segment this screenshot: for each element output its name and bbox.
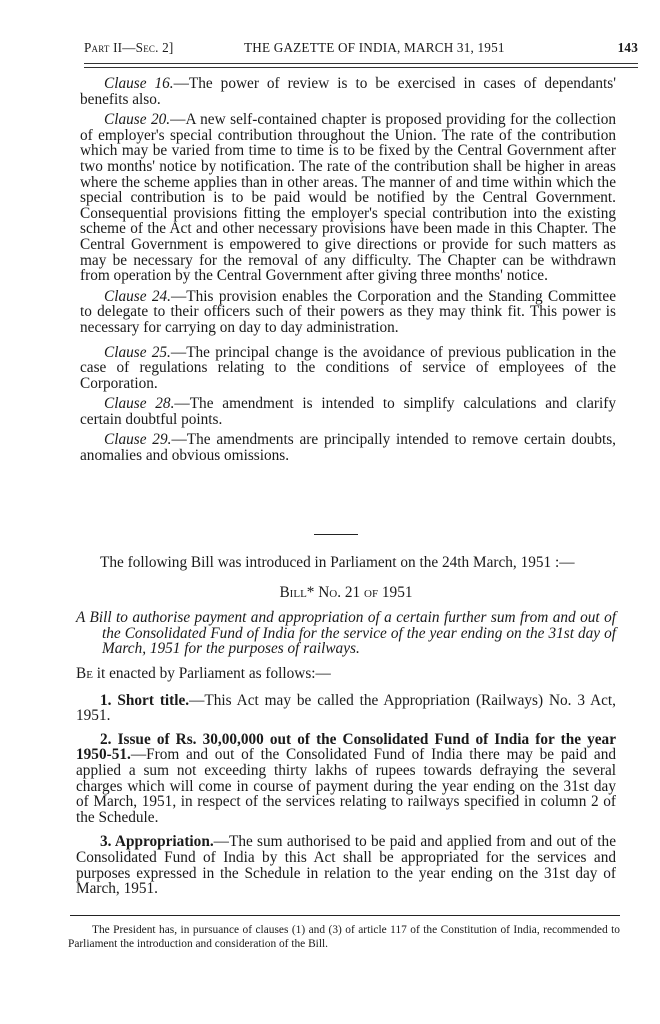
header-title: THE GAZETTE OF INDIA, MARCH 31, 1951 bbox=[244, 40, 505, 55]
footnote-rule bbox=[70, 915, 620, 916]
clause-label: Clause 24. bbox=[104, 287, 171, 305]
clause-label: Clause 16. bbox=[104, 75, 174, 92]
clause-label: Clause 20. bbox=[104, 111, 171, 129]
clause-24 bbox=[80, 289, 616, 336]
section-heading: 3. Appropriation. bbox=[100, 833, 214, 851]
clause-text: —This provision enables the Corporation and the Standing Committee to delegate to their officers such of their powers as they may think fit. This power is necessary for carrying on day to day administration. bbox=[80, 287, 616, 336]
clause-label: Clause 28. bbox=[104, 395, 175, 413]
page-number: 143 bbox=[617, 40, 638, 55]
enacting-lead: Be bbox=[76, 664, 93, 682]
footnote-text: The President has, in pursuance of clauses (1) and (3) of article 117 of the Constitution of India, recommended to Parliament the introduction and consideration of the Bill. bbox=[68, 924, 620, 950]
enacting-rest: it enacted by Parliament as follows:— bbox=[92, 664, 331, 682]
clause-29 bbox=[80, 432, 616, 463]
header-double-rule bbox=[84, 63, 638, 68]
section-divider bbox=[314, 534, 358, 535]
clause-20 bbox=[80, 112, 616, 284]
clause-label: Clause 25. bbox=[104, 343, 171, 361]
bill-intro: The following Bill was introduced in Parliament on the 24th March, 1951 :— bbox=[100, 554, 575, 571]
section-1 bbox=[76, 693, 616, 724]
bill-long-title: A Bill to authorise payment and appropriation of a certain further sum from and out of the Consolidated Fund of India for the service of the year ending on the 31st day of March, 1951 for the purposes of railways. bbox=[76, 609, 616, 658]
section-heading: 1. Short title. bbox=[100, 691, 190, 709]
clause-text: —The principal change is the avoidance of previous publication in the case of regulations relating to the conditions of service of employees of the Corporation. bbox=[80, 343, 617, 392]
clause-16 bbox=[80, 76, 616, 107]
bill-title: Bill* No. 21 of 1951 bbox=[279, 583, 413, 601]
footnote bbox=[68, 924, 620, 951]
section-heading: 2. Issue of Rs. 30,00,000 out of the Consolidated Fund of India for the year 1950-51. bbox=[76, 730, 616, 764]
clause-text: —A new self-contained chapter is proposed providing for the collection of employer's special contribution throughout the Union. The rate of the contribution which may be varied from time to time is to be fixed by the Central Government after two months' notice by notification. The rate of the contribution shall be higher in areas where the scheme applies than in other areas. The manner of and time within which the special contribution is to be paid would be notified by the Central Government. Consequential provisions fitting the employer's special contribution into the existing scheme of the Act and other necessary provisions have been made in this Chapter. The Central Government is empowered to give directions or provide for such matters as may be necessary for the removal of any difficulty. The Chapter can be withdrawn from operation by the Central Government after giving three months' notice. bbox=[80, 111, 617, 285]
clause-25 bbox=[80, 345, 616, 392]
statement-of-clauses bbox=[80, 76, 616, 464]
section-2 bbox=[76, 732, 616, 826]
clause-text: —The amendments are principally intended to remove certain doubts, anomalies and obvious omissions. bbox=[80, 431, 616, 465]
clause-label: Clause 29. bbox=[104, 431, 172, 449]
clause-text: —The power of review is to be exercised in cases of dependants' benefits also. bbox=[80, 75, 616, 108]
section-text: —From and out of the Consolidated Fund of India there may be paid and applied a sum not exceeding thirty lakhs of rupees towards defraying the several charges which will come in course of payment during the year ending on the 31st day of March, 1951, in respect of the services relating to railways specified in column 2 of the Schedule. bbox=[76, 746, 616, 826]
page-header bbox=[84, 40, 638, 60]
section-text: —The sum authorised to be paid and applied from and out of the Consolidated Fund of India by this Act shall be appropriated for the services and purposes expressed in the Schedule in relation to the year ending on the 31st day of March, 1951. bbox=[76, 833, 616, 898]
section-3 bbox=[76, 834, 616, 896]
clause-28 bbox=[80, 396, 616, 427]
clause-text: —The amendment is intended to simplify calculations and clarify certain doubtful points. bbox=[80, 395, 616, 428]
header-part-section: Part II—Sec. 2] bbox=[84, 40, 174, 55]
enacting-formula bbox=[76, 666, 616, 682]
bill-block bbox=[76, 555, 616, 897]
section-text: —This Act may be called the Appropriation (Railways) No. 3 Act, 1951. bbox=[76, 691, 616, 725]
